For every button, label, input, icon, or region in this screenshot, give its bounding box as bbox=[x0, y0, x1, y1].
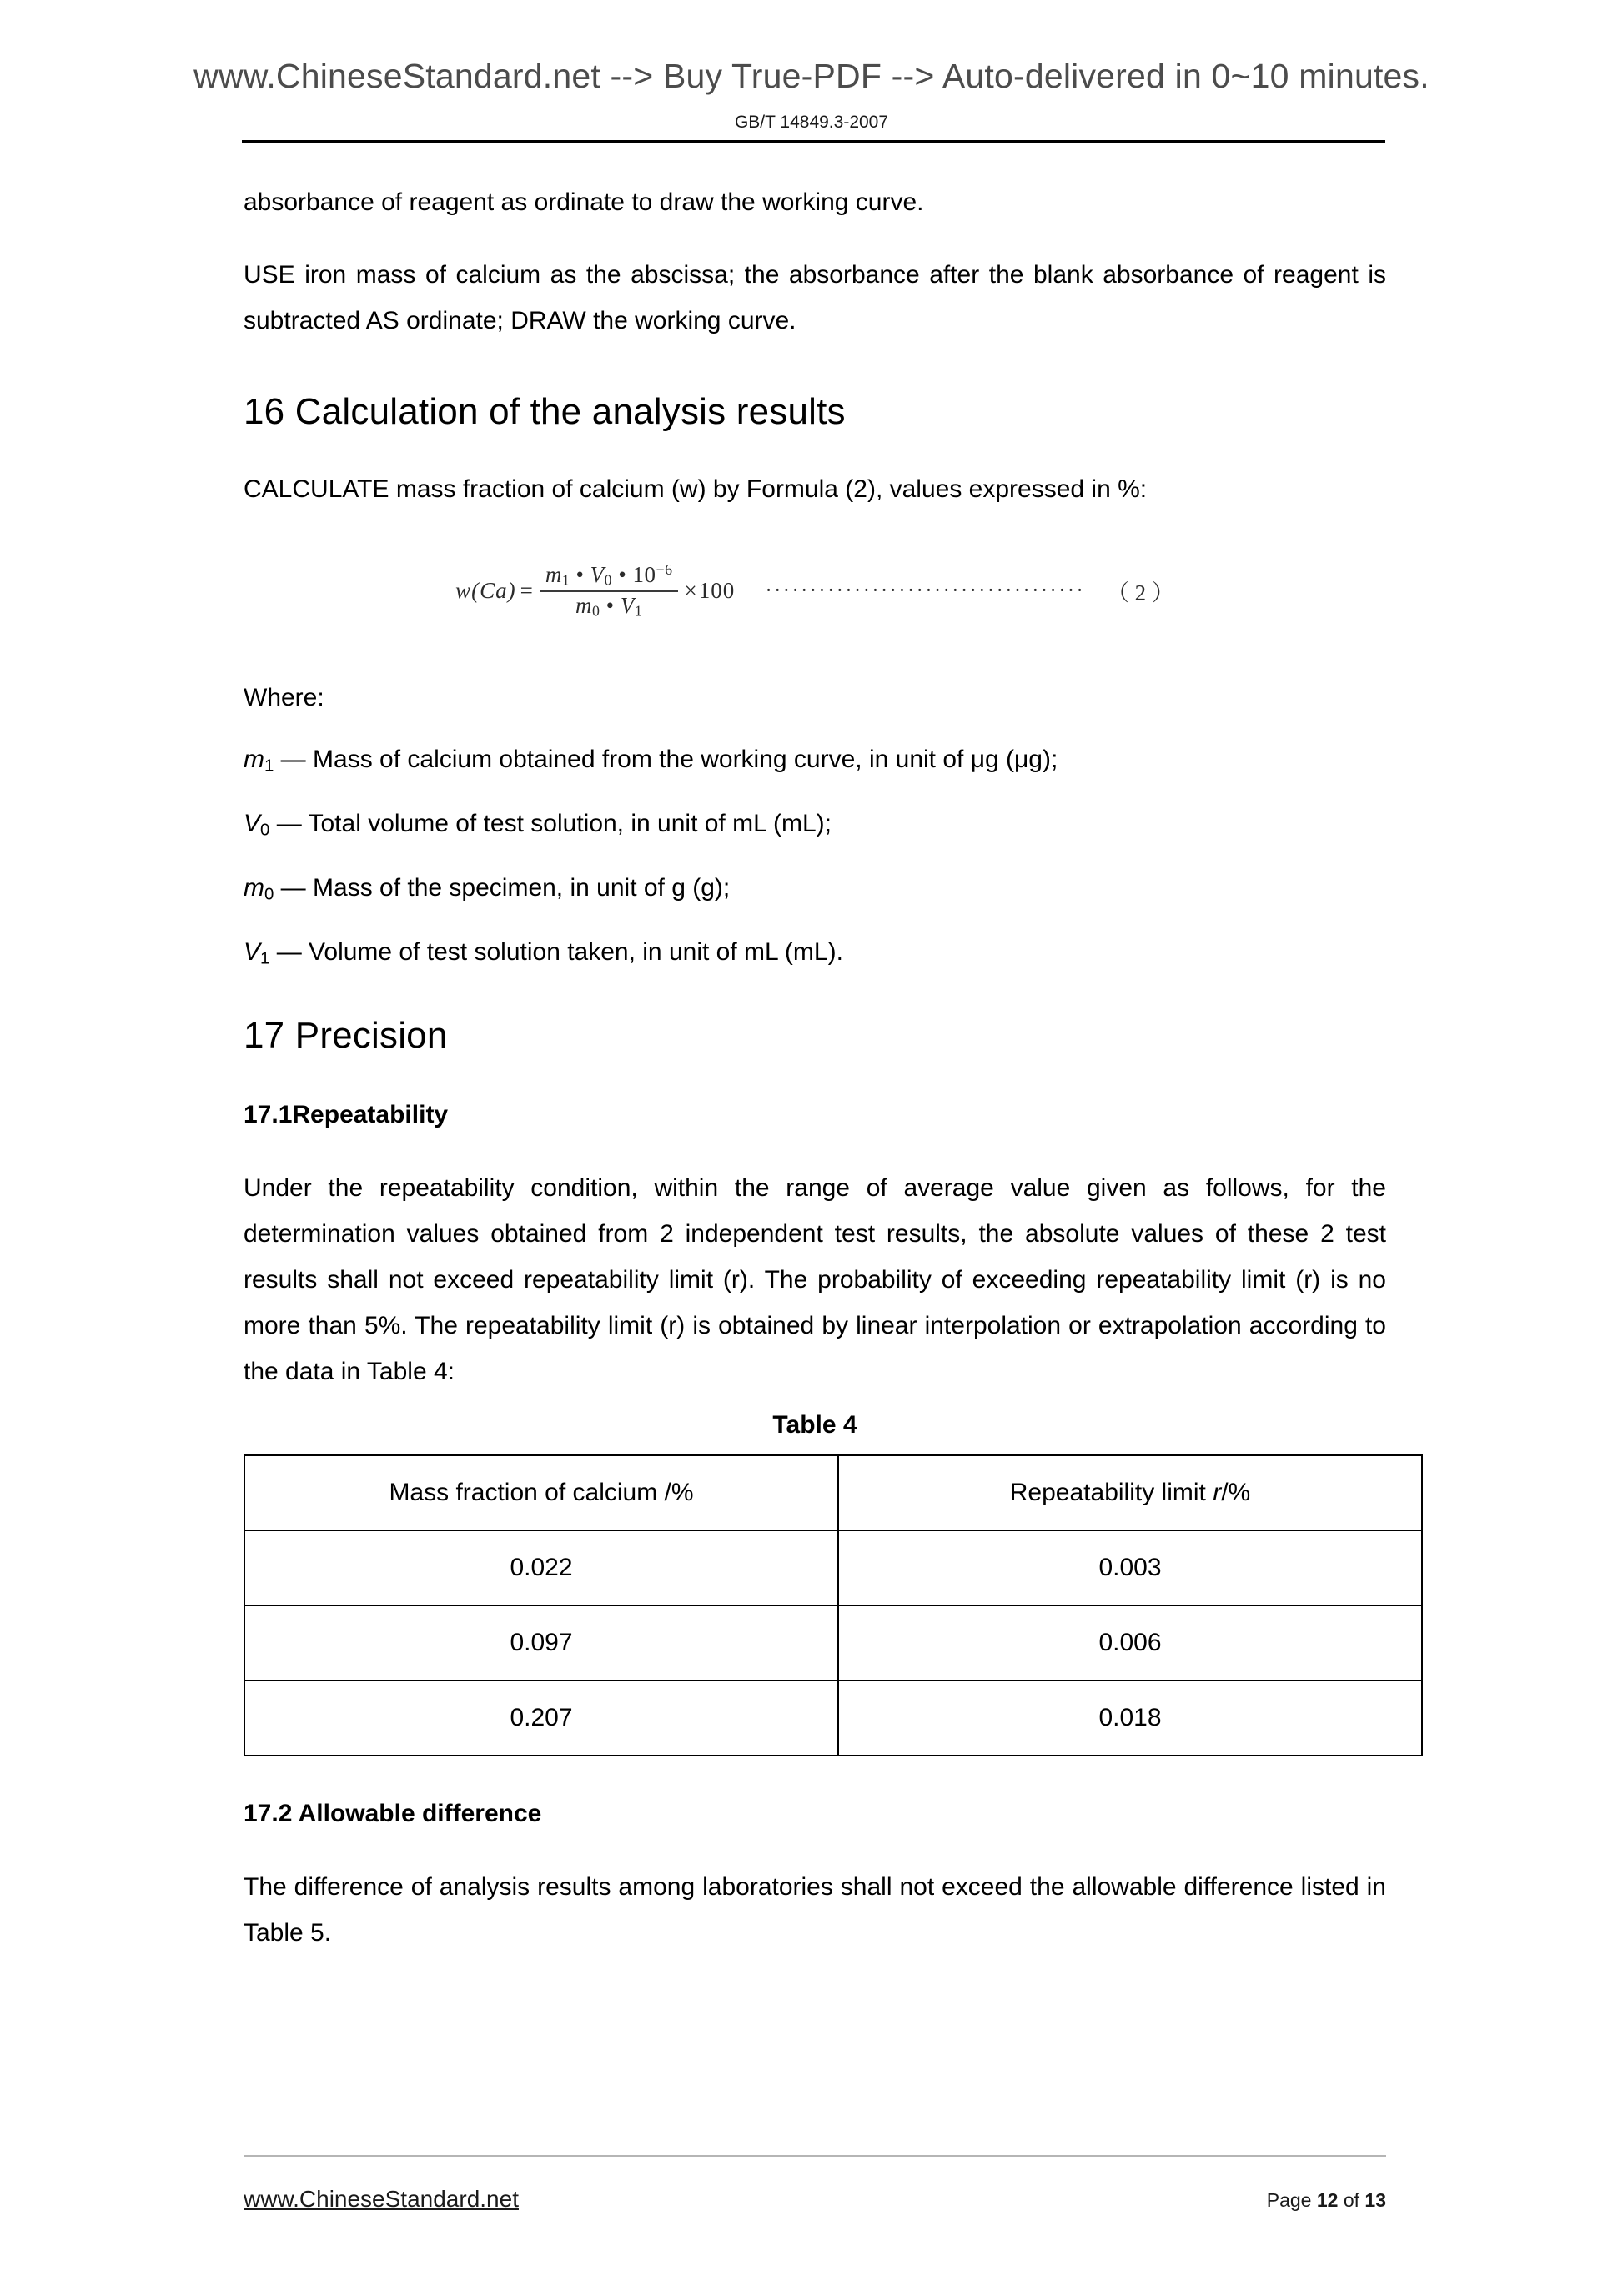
formula-numerator bbox=[540, 560, 679, 590]
formula-fraction bbox=[540, 560, 679, 620]
definition-m0 bbox=[244, 876, 1386, 903]
footer-page-total: 13 bbox=[1364, 2189, 1386, 2211]
heading-section-16: 16 Calculation of the analysis results bbox=[244, 391, 846, 432]
table-row bbox=[244, 1681, 1422, 1756]
table-header-repeatability-pre: Repeatability limit bbox=[1009, 1479, 1213, 1507]
label-where: Where: bbox=[244, 684, 324, 712]
definition-v1-subscript: 1 bbox=[260, 949, 270, 968]
footer-page-number bbox=[1267, 2189, 1386, 2212]
header-divider bbox=[242, 140, 1385, 143]
formula-num-m: m bbox=[545, 562, 562, 588]
definition-v0-text: — Total volume of test solution, in unit of mL (mL); bbox=[269, 810, 832, 838]
page-footer bbox=[244, 2186, 1386, 2213]
watermark-header: www.ChineseStandard.net --> Buy True-PDF --> Auto-delivered in 0~10 minutes. bbox=[193, 57, 1430, 95]
formula-den-m: m bbox=[575, 592, 593, 618]
formula-num-power-exp: −6 bbox=[656, 561, 673, 579]
table-row bbox=[244, 1530, 1422, 1605]
definition-m1 bbox=[244, 747, 1386, 775]
table-header-row bbox=[244, 1455, 1422, 1530]
formula-den-dot: • bbox=[605, 592, 615, 618]
definition-m0-subscript: 0 bbox=[264, 885, 274, 904]
paragraph-repeatability: Under the repeatability condition, within the range of average value given as follows, for the determination values obtained from 2 independent test results, the absolute values of these 2 test results shall not exceed repeatability limit (r). The probability of exceeding repeatability limit (r) is no more than 5%. The repeatability limit (r) is obtained by linear interpolation or extrapolation according to the data in Table 4: bbox=[244, 1174, 1386, 1386]
formula-num-m-sub: 1 bbox=[561, 571, 570, 589]
table-cell-mass-fraction-1: 0.022 bbox=[244, 1530, 838, 1605]
formula-den-m-sub: 0 bbox=[592, 602, 600, 620]
table-row bbox=[244, 1605, 1422, 1681]
formula-den-v: V bbox=[620, 592, 635, 618]
footer-page-prefix: Page bbox=[1266, 2189, 1317, 2211]
definition-m1-letter: m bbox=[244, 746, 264, 774]
definition-m0-symbol bbox=[244, 874, 274, 902]
paragraph-allowable-difference: The difference of analysis results among laboratories shall not exceed the allowable difference listed in Table 5. bbox=[244, 1873, 1386, 1947]
paragraph-use-iron-mass: USE iron mass of calcium as the abscissa; the absorbance after the blank absorbance of reagent is subtracted AS ordinate; DRAW the working curve. bbox=[244, 261, 1386, 334]
footer-page-middle: of bbox=[1338, 2189, 1365, 2211]
heading-section-17-1: 17.1Repeatability bbox=[244, 1101, 449, 1129]
table-cell-mass-fraction-3: 0.207 bbox=[244, 1681, 838, 1756]
definition-v0-subscript: 0 bbox=[260, 821, 270, 840]
formula-expression bbox=[455, 560, 735, 620]
paragraph-calculate: CALCULATE mass fraction of calcium (w) by Formula (2), values expressed in %: bbox=[244, 475, 1148, 504]
table-cell-mass-fraction-2: 0.097 bbox=[244, 1605, 838, 1681]
table-cell-repeatability-1: 0.003 bbox=[838, 1530, 1422, 1605]
definition-v1 bbox=[244, 940, 1386, 967]
formula-times-sign: × bbox=[684, 577, 697, 603]
footer-website-link[interactable]: www.ChineseStandard.net bbox=[244, 2186, 519, 2212]
formula-denominator bbox=[570, 592, 648, 621]
definition-m0-text: — Mass of the specimen, in unit of g (g); bbox=[274, 874, 731, 902]
table-header-mass-fraction-label: Mass fraction of calcium /% bbox=[389, 1479, 694, 1507]
document-content bbox=[244, 190, 1386, 1989]
table-header-repeatability-post: /% bbox=[1221, 1479, 1251, 1507]
footer-page-current: 12 bbox=[1316, 2189, 1339, 2211]
standard-code: GB/T 14849.3-2007 bbox=[734, 113, 889, 132]
table-4 bbox=[244, 1454, 1423, 1756]
definition-m1-subscript: 1 bbox=[264, 756, 274, 776]
definition-v0-letter: V bbox=[244, 810, 261, 838]
definition-m1-text: — Mass of calcium obtained from the working curve, in unit of μg (μg); bbox=[274, 746, 1058, 774]
definition-v1-text: — Volume of test solution taken, in unit of mL (mL). bbox=[269, 938, 843, 967]
formula-block bbox=[244, 560, 1386, 620]
formula-num-v-sub: 0 bbox=[604, 571, 613, 589]
heading-section-17: 17 Precision bbox=[244, 1014, 448, 1056]
formula-factor: 100 bbox=[698, 577, 736, 603]
formula-dot-leader: ···································· bbox=[765, 578, 1085, 603]
formula-num-v: V bbox=[590, 562, 605, 588]
formula-equals: = bbox=[520, 577, 533, 603]
table-cell-repeatability-2: 0.006 bbox=[838, 1605, 1422, 1681]
definition-v1-symbol bbox=[244, 938, 269, 966]
definition-m1-symbol bbox=[244, 746, 274, 776]
formula-num-power-base: 10 bbox=[632, 562, 656, 588]
formula-den-v-sub: 1 bbox=[634, 602, 643, 620]
formula-num-dot-2: • bbox=[618, 562, 627, 588]
table-header-repeatability-symbol: r bbox=[1213, 1479, 1222, 1507]
formula-num-dot-1: • bbox=[575, 562, 585, 588]
table-4-caption: Table 4 bbox=[772, 1411, 857, 1439]
definition-v0-symbol bbox=[244, 810, 270, 840]
definition-m0-letter: m bbox=[244, 874, 264, 902]
formula-lhs: w(Ca) bbox=[455, 577, 516, 603]
formula-number: （ 2 ） bbox=[1106, 580, 1174, 605]
table-header-repeatability-limit bbox=[838, 1455, 1422, 1530]
footer-divider bbox=[244, 2155, 1386, 2157]
paragraph-absorbance: absorbance of reagent as ordinate to draw the working curve. bbox=[244, 188, 924, 216]
definition-v1-letter: V bbox=[244, 938, 261, 967]
table-cell-repeatability-3: 0.018 bbox=[838, 1681, 1422, 1756]
definition-v0 bbox=[244, 811, 1386, 839]
heading-section-17-2: 17.2 Allowable difference bbox=[244, 1800, 542, 1828]
table-header-mass-fraction bbox=[244, 1455, 838, 1530]
